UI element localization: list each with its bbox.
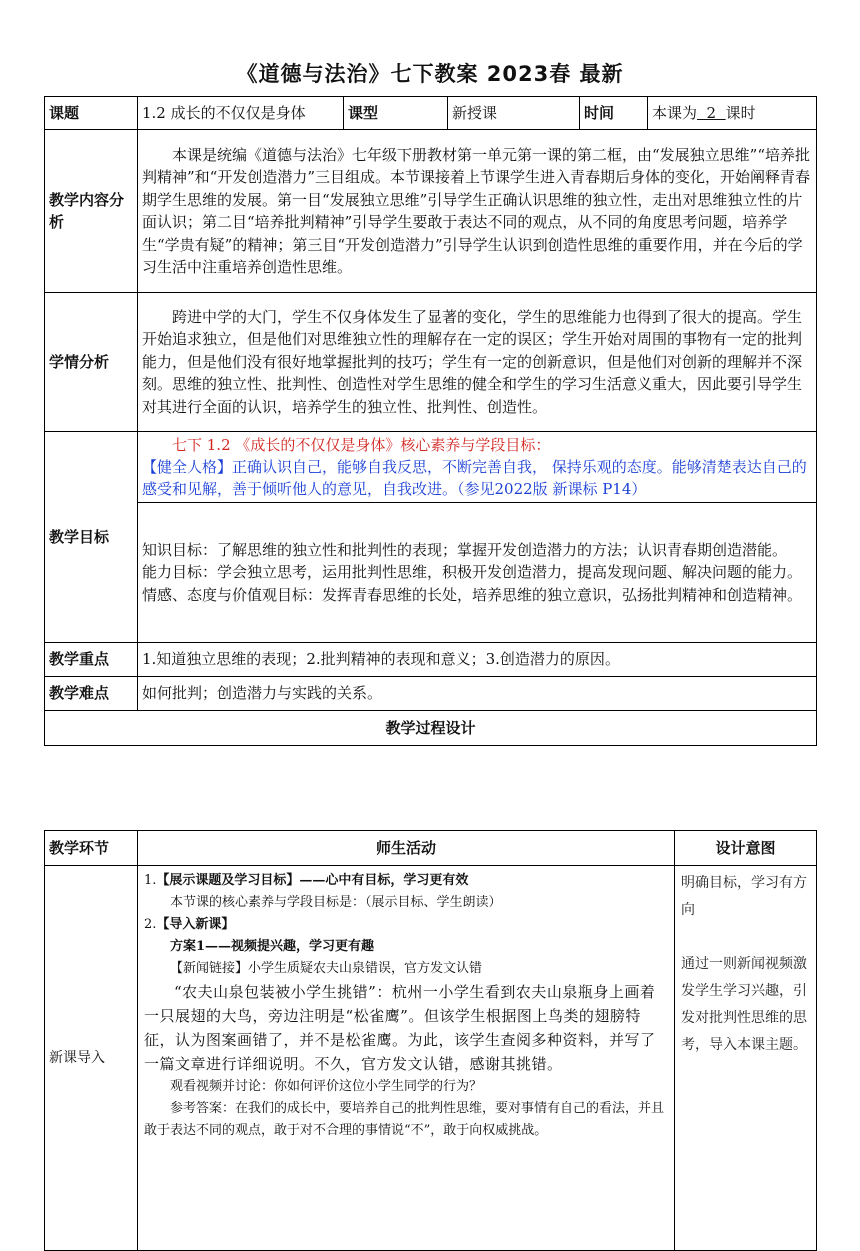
objectives-label: 教学目标 bbox=[45, 432, 138, 643]
time-prefix: 本课为 bbox=[652, 103, 698, 122]
item2-num: 2. bbox=[144, 917, 157, 932]
item2-heading: 【导入新课】 bbox=[156, 917, 235, 932]
col-stage-header: 教学环节 bbox=[45, 831, 138, 866]
key-points-row bbox=[45, 643, 817, 677]
time-suffix: 课时 bbox=[725, 103, 756, 122]
student-analysis-row bbox=[45, 293, 817, 432]
student-analysis-label: 学情分析 bbox=[45, 293, 138, 432]
difficulties-text: 如何批判；创造潜力与实践的关系。 bbox=[138, 677, 817, 711]
key-points-text: 1.知道独立思维的表现；2.批判精神的表现和意义；3.创造潜力的原因。 bbox=[138, 643, 817, 677]
content-analysis-text: 本课是统编《道德与法治》七年级下册教材第一单元第一课的第二框，由“发展独立思维”“培养批判精神”和“开发创造潜力”三目组成。本节课接着上节课学生进入青春期后身体的变化，开始阐释青春期学生思维的发展。第一目“发展独立思维”引导学生正确认识思维的独立性，走出对思维独立性的片面认识；第二目“培养批判精神”引导学生要敢于表达不同的观点，从不同的角度思考问题，培养学生“学贵有疑”的精神；第三目“开发创造潜力”引导学生认识到创造性思维的重要作用，并在今后的学习生活中注重培养创造性思维。 bbox=[138, 130, 817, 293]
difficulties-label: 教学难点 bbox=[45, 677, 138, 711]
content-analysis-row bbox=[45, 130, 817, 293]
difficulties-row bbox=[45, 677, 817, 711]
news-link: 【新闻链接】小学生质疑农夫山泉错误，官方发文认错 bbox=[170, 961, 483, 976]
topic-label: 课题 bbox=[45, 97, 138, 130]
discussion-prompt: 观看视频并讨论：你如何评价这位小学生同学的行为？ bbox=[170, 1079, 483, 1094]
time-number: 2 bbox=[697, 103, 726, 122]
process-title-row bbox=[45, 711, 817, 746]
key-points-label: 教学重点 bbox=[45, 643, 138, 677]
core-literacy-text: 【健全人格】正确认识自己，能够自我反思，不断完善自我， 保持乐观的态度。能够清楚表达自己的感受和见解，善于倾听他人的意见，自我改进。（参见2022版 新课标 P14） bbox=[142, 458, 807, 498]
core-literacy-title: 七下 1.2 《成长的不仅仅是身体》核心素养与学段目标： bbox=[172, 436, 551, 454]
item1 bbox=[144, 870, 668, 892]
time-value bbox=[648, 97, 817, 130]
emotion-objective: 情感、态度与价值观目标：发挥青春思维的长处，培养思维的独立意识，弘扬批判精神和创造精神。 bbox=[142, 585, 803, 604]
plan-title: 方案1——视频提兴趣，学习更有趣 bbox=[170, 939, 375, 954]
lesson-plan-table bbox=[44, 96, 817, 746]
intent-1: 明确目标，学习有方向 bbox=[681, 875, 807, 918]
item2 bbox=[144, 914, 668, 936]
process-table bbox=[44, 830, 817, 1251]
topic-value: 1.2 成长的不仅仅是身体 bbox=[138, 97, 344, 130]
objectives-detail-row bbox=[45, 503, 817, 643]
item1-heading: 【展示课题及学习目标】——心中有目标，学习更有效 bbox=[156, 873, 469, 888]
item1-text: 本节课的核心素养与学段目标是：（展示目标、学生朗读） bbox=[170, 895, 502, 910]
type-value: 新授课 bbox=[448, 97, 580, 130]
intro-row bbox=[45, 866, 817, 1251]
col-intent-header: 设计意图 bbox=[675, 831, 817, 866]
news-body: “农夫山泉包装被小学生挑错”：杭州一小学生看到农夫山泉瓶身上画着一只展翅的大鸟，旁边注明是“松雀鹰”。但该学生根据图上鸟类的翅膀特征，认为图案画错了，并不是松雀鹰。为此，该学生查阅多种资料，并写了一篇文章进行详细说明。不久，官方发文认错，感谢其挑错。 bbox=[144, 983, 656, 1073]
student-analysis-text: 跨进中学的大门，学生不仅身体发生了显著的变化，学生的思维能力也得到了很大的提高。学生开始追求独立，但是他们对思维独立性的理解存在一定的误区；学生开始对周围的事物有一定的批判能力，但是他们没有很好地掌握批判的技巧；学生有一定的创新意识，但是他们对创新的理解并不深刻。思维的独立性、批判性、创造性对学生思维的健全和学生的学习生活意义重大，因此要引导学生对其进行全面的认识，培养学生的独立性、批判性、创造性。 bbox=[138, 293, 817, 432]
time-label: 时间 bbox=[580, 97, 648, 130]
page-title: 《道德与法治》七下教案 2023春 最新 bbox=[236, 62, 624, 86]
content-analysis-label: 教学内容分析 bbox=[45, 130, 138, 293]
col-activity-header: 师生活动 bbox=[138, 831, 675, 866]
ability-objective: 能力目标：学会独立思考，运用批判性思维，积极开发创造潜力，提高发现问题、解决问题的能力。 bbox=[142, 563, 803, 582]
stage-intro: 新课导入 bbox=[45, 866, 138, 1251]
knowledge-objective: 知识目标：了解思维的独立性和批判性的表现；掌握开发创造潜力的方法；认识青春期创造潜能。 bbox=[142, 540, 788, 559]
header-row bbox=[45, 97, 817, 130]
item1-num: 1. bbox=[144, 873, 157, 888]
intent-2: 通过一则新闻视频激发学生学习兴趣，引发对批判性思维的思考，导入本课主题。 bbox=[681, 956, 807, 1053]
type-label: 课型 bbox=[344, 97, 448, 130]
process-section-title: 教学过程设计 bbox=[45, 711, 817, 746]
process-header-row bbox=[45, 831, 817, 866]
objectives-core-row bbox=[45, 432, 817, 503]
reference-answer: 参考答案：在我们的成长中，要培养自己的批判性思维，要对事情有自己的看法，并且敢于表达不同的观点，敢于对不合理的事情说“不”，敢于向权威挑战。 bbox=[144, 1101, 665, 1138]
